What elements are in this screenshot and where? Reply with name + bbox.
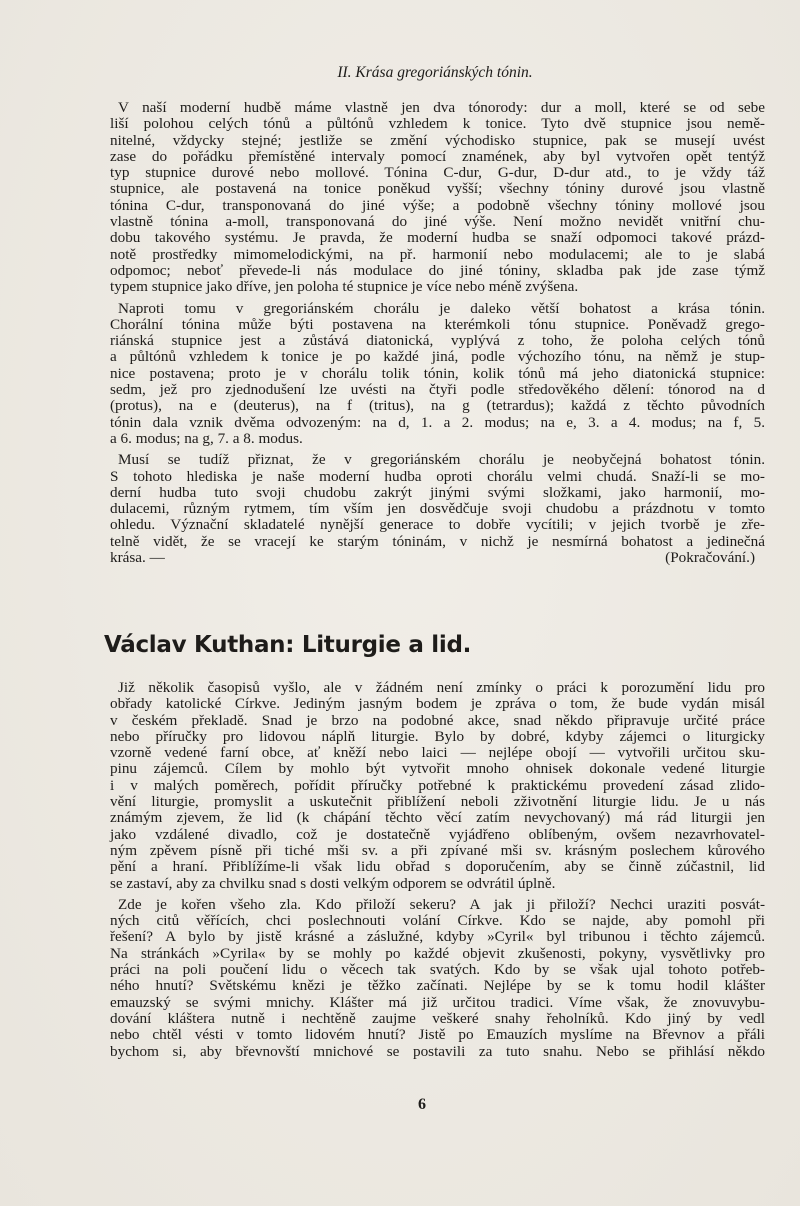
text-line: Chorální tónina může býti postavena na kterémkoli tónu stupnice. Poněvadž grego- [110, 315, 765, 333]
paragraph [110, 100, 765, 296]
text-line: řešení? A bylo by jistě krásné a záslužné, kdyby »Cyril« byl tribunou i těchto zájemců. [110, 928, 765, 946]
text-line: zase do pořádku přemístěné intervaly pomocí znamének, aby byl vytvořen opět tentýž [110, 147, 765, 165]
text-line: krása. — (Pokračování.) [110, 549, 755, 567]
text-line: a 6. modus; na g, 7. a 8. modus. [110, 429, 303, 447]
text-line: pinu zájemců. Cílem by mohlo být vytvořit mnoho ohnisek dokonale vedené liturgie [110, 760, 765, 778]
text-line: nitelné, vždycky stejné; jestliže se změní východisko stupnice, pak se musejí uvést [110, 131, 765, 149]
text-line: nice postavena; proto je v chorálu tolik tónin, kolik tónů má jeho diatonická stupnice: [110, 364, 765, 382]
text-line: tónin dala vznik dvěma odvozeným: na d, 1. a 2. modus; na e, 3. a 4. modus; na f, 5. [110, 413, 765, 431]
text-line: stupnice, ale postavená na tonice poněkud vyšší; všechny tóniny durové jsou vlastně [110, 180, 765, 198]
paragraph [110, 452, 765, 566]
text-line: dobu takového systému. Je pravda, že moderní hudba se snaží odpomoci takové prázd- [110, 229, 765, 247]
text-line: vzorně vedené farní obce, ať kněží nebo laici — nejlépe obojí — vytvořili určitou sku- [110, 744, 765, 762]
text-line: emauzský se svými mnichy. Klášter má již určitou tradici. Víme však, že znovuvybu- [110, 993, 765, 1011]
article-liturgie-a-lid [110, 680, 765, 1060]
text-line: riánská stupnice jest a zůstává diatonická, vyplývá z toho, že poloha celých tónů [110, 332, 765, 350]
text-line: typ stupnice durové nebo mollové. Tónina C-dur, G-dur, D-dur atd., to je vždy táž [110, 164, 765, 182]
text-line: Na stránkách »Cyrila« by se mohly po každé objevit zkušenosti, pokyny, vysvětlivky pro [110, 944, 765, 962]
text-line: typem stupnice jako dříve, jen poloha té stupnice je více nebo méně zvýšena. [110, 278, 579, 296]
text-line: ným zpěvem písně při tiché mši sv. a při zpívané mši sv. krásným poslechem kůrového [110, 841, 765, 859]
paragraph [110, 680, 765, 892]
paragraph [110, 897, 765, 1060]
text-line: Musí se tudíž přiznat, že v gregoriánském chorálu je neobyčejná bohatost tónin. [118, 451, 765, 469]
text-line: Naproti tomu v gregoriánském chorálu je daleko větší bohatost a krása tónin. [118, 299, 765, 317]
text-line: nebo chtěl vésti v tomto lidovém hnutí? Jistě po Emauzích myslíme na Břevnov a přáli [110, 1026, 765, 1044]
text-line: liší polohou celých tónů a půltónů vzhledem k tonice. Tyto dvě stupnice jsou nemě- [110, 115, 765, 133]
text-line: ných citů věřících, chci poslechnouti volání Církve. Kdo se najde, aby pomohl při [110, 912, 765, 930]
text-line: vění liturgie, promyslit a uskutečnit přiblížení neboli zživotnění liturgie lidu. Je u nás [110, 793, 765, 811]
article-krasa-gregorianskych-tonin [110, 100, 765, 566]
text-line: ného hnutí? Světskému knězi je těžko začínati. Nejlépe by se k tomu hodil klášter [110, 977, 765, 995]
text-line: a půltónů vzhledem k tonice je po každé jiná, podle výchozího tónu, na němž je stup- [110, 348, 765, 366]
text-line: tónina C-dur, transponovaná do jiné výše; a podobně všechny tóniny mollové jsou [110, 196, 765, 214]
text-line: derní hudba tuto svoji chudobu zakrýt jinými svými složkami, jako harmonií, mo- [110, 483, 765, 501]
text-line: dování kláštera nutně i nechtěně zaujme veškeré snahy řeholníků. Kdo jiný by vedl [110, 1009, 765, 1027]
text-line: vlastně tónina a-moll, transponovaná do jiné výše. Není možno nevidět vnitřní chu- [110, 213, 765, 231]
text-line: obřady katolické Církve. Jediným jasným bodem je zpráva o tom, že bude vydán misál [110, 695, 765, 713]
text-line: (protus), na e (deuterus), na f (tritus), na g (tetrardus); každá z těchto původních [110, 397, 765, 415]
text-line: nebo příručky pro lidovou náplň liturgie. Bylo by dobré, kdyby zájemci o liturgicky [110, 727, 765, 745]
text-line: dulacemi, různým rytmem, tím vším jen dosvědčuje svoji chudobu a prázdnotu v tomto [110, 500, 765, 518]
text-line: S tohoto hlediska je naše moderní hudba oproti chorálu velmi chudá. Snaží-li se mo- [110, 467, 765, 485]
continued-note: (Pokračování.) [665, 549, 755, 567]
text-line: V naší moderní hudbě máme vlastně jen dva tónorody: dur a moll, které se od sebe [118, 99, 765, 116]
text-line: bychom si, aby břevnovští mnichové se postavili za tuto snahu. Nebo se přihlásí někdo [110, 1042, 765, 1060]
text-line: sedm, jež pro zjednodušení lze uvésti na čtyři podle středověkého dělení: tónorod na d [110, 381, 765, 399]
text-line: i v malých poměrech, pořídit příručky potřebné k praktickému provedení zásad zlido- [110, 776, 765, 794]
article-heading: Václav Kuthan: Liturgie a lid. [104, 632, 472, 658]
text-line: v českém překladě. Snad je brzo na podobné akce, snad někdo připravuje určité práce [110, 711, 765, 729]
page-number: 6 [418, 1096, 426, 1113]
text-line: se zastaví, aby za chvilku snad s dosti velkým odporem se odvrátil úplně. [110, 874, 556, 892]
running-head: II. Krása gregoriánských tónin. [337, 64, 533, 81]
text-line: telně vidět, že se vracejí ke starým tóninám, v nichž je nesmírná bohatost a jedinečná [110, 532, 765, 550]
text-line: Zde je kořen všeho zla. Kdo přiloží sekeru? A jak ji přiloží? Nechci uraziti posvát- [118, 895, 765, 913]
text-line: odpomoc; neboť převede-li nás modulace do jiné tóniny, skladba pak jde zase týmž [110, 261, 765, 279]
text-line: práci na poli poučení lidu o věcech tak svatých. Kdo by se však ujal tohoto potřeb- [110, 961, 765, 979]
text-line: Již několik časopisů vyšlo, ale v žádném není zmínky o práci k porozumění lidu pro [118, 679, 765, 696]
text-line: ohledu. Význační skladatelé nynější generace to dobře vycítili; v jejich tvorbě je zře- [110, 516, 765, 534]
text-line: známým zjevem, že lid (k chápání těchto věcí zatím nevychovaný) má rád liturgii jen [110, 809, 765, 827]
text-line: pění a hraní. Přiblížíme-li však lidu obřad s doporučením, aby se činně zúčastnil, lid [110, 858, 765, 876]
text-line: jako vzdálené divadlo, což je dostatečně vyjádřeno oblíbeným, ovšem nezavrhovatel- [110, 825, 765, 843]
paragraph [110, 301, 765, 448]
text-line: notě prostředky mimomelodickými, na př. harmonií nebo modulacemi; ale to je slabá [110, 245, 765, 263]
